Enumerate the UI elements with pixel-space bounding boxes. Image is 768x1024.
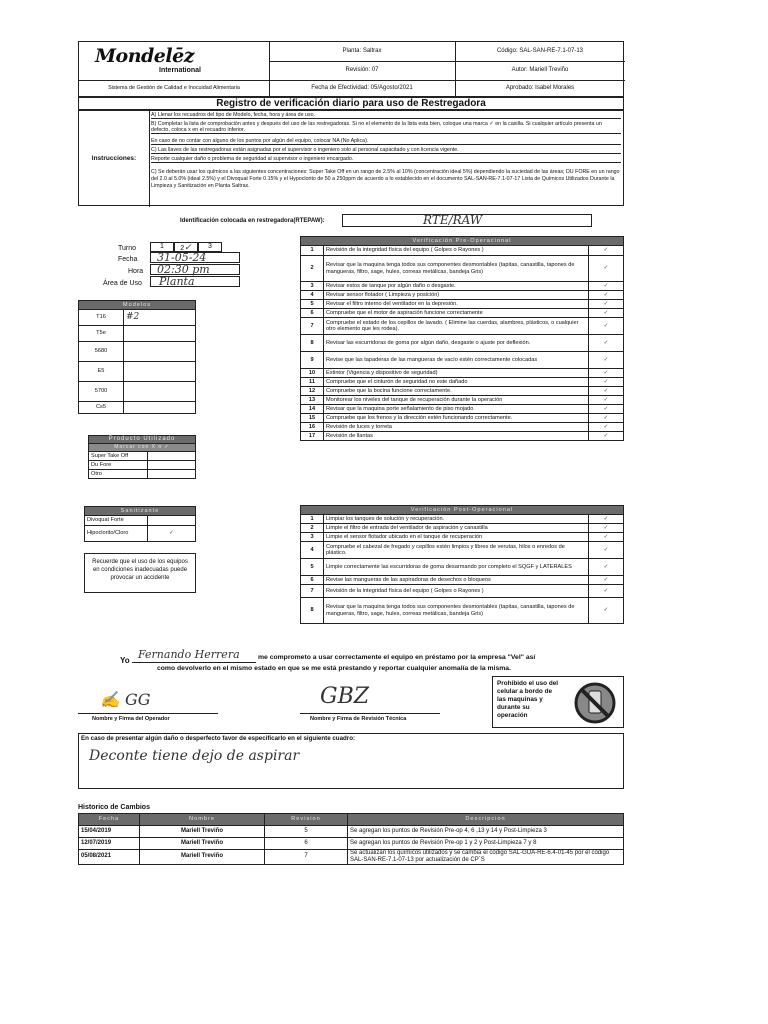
item-check-mark[interactable]: ✓ [589,369,624,378]
item-text: Limpie correctamente las escurridoras de goma desarmando por completo el SQGF y LATERALES [324,559,589,576]
fecha-field[interactable] [150,252,240,263]
item-check-mark[interactable]: ✓ [589,378,624,387]
item-text: Revisión de llantas [324,432,589,441]
item-number: 7 [301,318,324,335]
table-row[interactable] [301,282,624,291]
commitment-text-1: me comprometo a usar correctamente el equipo en préstamo por la empresa "Vel" así [258,654,536,661]
history-col-revision: Revision [265,814,348,826]
table-row[interactable] [89,461,196,470]
instruction-a: A) Llenar los recuadros del tipo de Modelo, fecha, hora y área de uso. [151,112,621,119]
item-check-mark[interactable]: ✓ [589,524,624,533]
item-number: 10 [301,369,324,378]
turno-selected-mark: ✓ [184,243,192,253]
pre-operational-header: Verificación Pre-Operacional [301,237,624,246]
item-number: 3 [301,533,324,542]
sanitizante-table [84,506,196,542]
table-row[interactable] [85,516,196,526]
producto-mark[interactable] [148,452,196,461]
table-row[interactable] [301,585,624,598]
modelos-table [78,300,196,414]
turno-label: Turno [118,245,137,252]
item-number: 7 [301,585,324,598]
table-row[interactable] [301,559,624,576]
table-row[interactable] [79,382,196,402]
identification-value: RTE/RAW [423,213,483,227]
modelos-header: Modelos [79,301,196,310]
instruction-c: C) Las llaves de las restregadoras están asignadas por el supervisor o ingeniero solo al personal capacitado y con licencia vigente. [151,147,621,154]
history-name: Mariell Treviño [140,850,265,865]
item-check-mark[interactable]: ✓ [589,300,624,309]
item-number: 8 [301,335,324,352]
item-text: Compruebe que el cinturón de seguridad no este dañado [324,378,589,387]
turno-option-3[interactable]: 3 [198,242,222,252]
item-check-mark[interactable]: ✓ [589,352,624,369]
instructions-block [78,110,624,206]
table-row[interactable] [79,402,196,414]
damage-label: En caso de presentar algún daño o desperfecto favor de especificarlo en el siguiente cuadro: [81,735,356,742]
item-text: Limpiar los tanques de solución y recuperación. [324,515,589,524]
operator-signature-label: Nombre y Firma del Operador [92,716,170,722]
post-operational-header: Verificación Post-Operacional [301,506,624,515]
item-text: Revisar sensor flotador ( Limpieza y posición) [324,291,589,300]
sanitizante-name: Divoquat Forte [85,516,148,526]
item-number: 14 [301,405,324,414]
sanitizante-mark[interactable] [148,516,196,526]
identification-label: Identificación colocada en restregadora(RTEPAW): [180,218,325,224]
producto-header: Producto Utilizado [89,436,196,444]
instruction-chemicals: C) Se deberán usar los químicos a las siguientes concentraciones: Super Take Off en un rango de 2.5% al 10% (concentración ideal 5%) dependiendo la suciedad de las áreas; DU FORE en un rango del 2.0 al 5.0% (ideal 2.5%) y el Divoquat Forte 0.15% y el Hypoclorito de 50 a 250ppm de acuerdo a lo establecido en el documento SAL-SAN-RE-7.1-07-17 Lista de Químicos Utilizados Durante la Limpieza y Sanitización en Planta Saltrax. [151,169,620,190]
history-description: Se agregan los puntos de Revisión Pre-op 4, 6 ,13 y 14 y Post-Limpieza 3 [348,826,624,838]
history-date: 15/04/2019 [79,826,140,838]
approved-by: Aprobado: Isabel Morales [505,85,575,91]
history-table [78,813,624,865]
revision: Revisión: 07 [269,61,456,81]
table-row[interactable] [301,246,624,256]
commitment-name-field[interactable] [132,648,256,663]
document-code: Código: SAL-SAN-RE-7.1-07-13 [455,42,625,62]
item-number: 9 [301,352,324,369]
item-check-mark[interactable]: ✓ [589,414,624,423]
item-check-mark[interactable]: ✓ [589,533,624,542]
item-text: Limpie el sensor flotador ubicado en el tanque de recuperación [324,533,589,542]
item-check-mark[interactable]: ✓ [589,576,624,585]
hora-label: Hora [128,268,144,275]
instructions-label: Instrucciones: [79,111,150,207]
item-check-mark[interactable]: ✓ [589,423,624,432]
tech-signature-line [300,713,440,714]
prohibited-box [492,676,624,728]
item-text: Revise que las tapaderas de las mangueras de vacío estén correctamente colocadas [324,352,589,369]
modelo-value[interactable] [124,402,196,414]
table-row[interactable] [301,352,624,369]
fecha-value: 31-05-24 [157,251,207,264]
area-field[interactable] [150,276,240,287]
author: Autor: Mariell Treviño [455,61,625,81]
history-revision: 7 [265,850,348,865]
tech-signature: GBZ [320,684,370,709]
item-text: Revisar que la maquina tenga todos sus componentes desmontables (tapitas, canastilla, tapones de mangueras, filtro, sage, hules, correas metálicas, bandeja Gris) [324,256,589,282]
prohibited-text: Prohibido el uso del celular a bordo de las maquinas y durante su operación [497,680,559,719]
instruction-report: Reporte cualquier daño o problema de seguridad al supervisor o ingeniero encargado. [151,156,621,163]
item-text: Compruebe que los frenos y la dirección estén funcionando correctamente. [324,414,589,423]
table-row[interactable] [85,526,196,542]
table-row[interactable] [301,414,624,423]
item-number: 2 [301,524,324,533]
item-text: Compruebe que la bocina funcione correctamente. [324,387,589,396]
item-number: 6 [301,576,324,585]
table-row[interactable] [301,423,624,432]
history-name: Mariell Treviño [140,838,265,850]
item-number: 4 [301,542,324,559]
table-row[interactable] [301,598,624,624]
item-check-mark[interactable]: ✓ [589,515,624,524]
item-number: 5 [301,559,324,576]
item-check-mark[interactable]: ✓ [589,432,624,441]
item-text: Compruebe que el motor de aspiración funcione correctamente [324,309,589,318]
history-date: 05/08/2021 [79,850,140,865]
table-row[interactable] [301,300,624,309]
table-row [79,850,624,865]
item-check-mark[interactable]: ✓ [589,282,624,291]
hora-value: 02:30 pm [157,263,210,276]
history-revision: 6 [265,838,348,850]
item-number: 16 [301,423,324,432]
producto-mark[interactable] [148,461,196,470]
hora-field[interactable] [150,264,240,275]
modelo-name: 5700 [79,382,124,402]
item-text: Monitorear los niveles del tanque de recuperación durante la operación [324,396,589,405]
item-text: Extintor (Vigencia y dispositivo de seguridad) [324,369,589,378]
modelo-name: T5e [79,326,124,342]
table-row[interactable] [301,318,624,335]
table-row[interactable] [301,369,624,378]
table-row[interactable] [301,542,624,559]
item-number: 6 [301,309,324,318]
modelo-name: E5 [79,362,124,382]
history-col-fecha: Fecha [79,814,140,826]
history-col-nombre: Nombre [140,814,265,826]
item-text: Revisar el filtro interno del ventilador en la depresión. [324,300,589,309]
history-description: Se agregan los puntos de Revisión Pre-op 1 y 2 y Post-Limpieza 7 y 8 [348,838,624,850]
item-number: 15 [301,414,324,423]
item-check-mark[interactable]: ✓ [589,291,624,300]
table-row[interactable] [301,335,624,352]
damage-box[interactable] [78,733,624,789]
plant: Planta: Saltrax [269,42,456,62]
logo-cell [79,42,270,81]
history-revision: 5 [265,826,348,838]
history-name: Mariell Treviño [140,826,265,838]
item-check-mark[interactable]: ✓ [589,318,624,335]
item-check-mark[interactable]: ✓ [589,309,624,318]
tech-signature-label: Nombre y Firma de Revisión Técnica [310,716,407,722]
item-number: 1 [301,515,324,524]
table-row[interactable] [301,256,624,282]
item-check-mark[interactable]: ✓ [589,405,624,414]
warning-note: Recuerde que el uso de los equipos en condiciones inadecuadas puede provocar un accidente [84,553,196,593]
table-row[interactable] [79,310,196,326]
item-text: Revise las mangueras de las aspiradoras de desechos o bloqueos [324,576,589,585]
header-block [78,41,624,97]
modelo-name: 5680 [79,342,124,362]
damage-value: Deconte tiene dejo de aspirar [89,748,300,764]
table-row[interactable] [79,362,196,382]
sanitizante-name: Hipoclorito/Cloro [85,526,148,542]
item-text: Revisión de la integridad física del equipo ( Golpes o Rayones ) [324,585,589,598]
item-text: Revisar estos de tanque por algún daño o desgaste. [324,282,589,291]
commitment-prefix: Yo [120,656,130,665]
history-title: Historico de Cambios [78,804,150,811]
producto-mark[interactable] [148,470,196,479]
item-check-mark[interactable]: ✓ [589,559,624,576]
table-row[interactable] [89,452,196,461]
area-label: Área de Uso [103,280,142,287]
producto-name: Du Fore [89,461,148,470]
table-row[interactable] [301,405,624,414]
table-row[interactable] [301,387,624,396]
sanitizante-mark[interactable]: ✓ [148,526,196,542]
producto-table [88,435,196,479]
company-logo: Mondelēz [95,45,194,67]
table-row[interactable] [301,533,624,542]
item-number: 2 [301,256,324,282]
modelo-name: T16 [79,310,124,326]
history-description: Se actualizan los químicos utilizados y se cambia el código SAL-GUA-RE-6.4-01-45 por el código SAL-SAN-RE-7.1-07-13 por actualización de CP´S [348,850,624,865]
pre-operational-table [300,236,624,441]
turno-option-1[interactable]: 1 [150,242,174,252]
table-row [79,838,624,850]
table-row[interactable] [301,396,624,405]
producto-name: Otro [89,470,148,479]
producto-name: Super Take Off [89,452,148,461]
fecha-label: Fecha [118,256,138,263]
item-number: 11 [301,378,324,387]
operator-signature-line [78,713,218,714]
producto-subheader: Marcar con X o ✓ [89,444,196,452]
item-check-mark[interactable]: ✓ [589,246,624,256]
table-row[interactable] [89,470,196,479]
history-header-row [79,814,624,826]
table-row[interactable] [301,378,624,387]
instruction-b: B) Completar la lista de comprobación antes y después del uso de las restregadoras. Si no el elemento de la lista esta bien, coloque una marca ✓ en la casilla. Si cualquier artículo presenta un defecto, coloca x en el recuadro inferior. [151,121,621,134]
item-check-mark[interactable]: ✓ [589,598,624,624]
item-number: 12 [301,387,324,396]
post-operational-table [300,505,624,624]
table-row[interactable] [79,342,196,362]
item-number: 17 [301,432,324,441]
item-number: 5 [301,300,324,309]
item-check-mark[interactable]: ✓ [589,335,624,352]
modelo-value[interactable] [124,342,196,362]
table-row[interactable] [79,326,196,342]
sanitizante-header: Sanitizante [85,507,196,516]
table-row [79,826,624,838]
no-phone-icon [573,681,617,725]
item-check-mark[interactable]: ✓ [589,585,624,598]
system-name: Sistema de Gestión de Calidad e Inocuidad Alimentaria [79,80,270,97]
item-text: Revisión de la integridad física del equipo ( Golpes o Rayones ) [324,246,589,256]
item-text: Revisar que la maquina porte señalamiento de piso mojado [324,405,589,414]
page-title: Registro de verificación diario para uso de Restregadora [78,97,624,110]
table-row[interactable] [301,576,624,585]
modelo-value[interactable]: #2 [124,310,196,326]
modelo-value[interactable] [124,326,196,342]
operator-signature: ✍ GG [100,690,151,709]
table-row[interactable] [301,432,624,441]
item-number: 8 [301,598,324,624]
item-text: Revisar que la maquina tenga todos sus componentes desmontables (tapitas, canastilla, tapones de mangueras, filtro, sage, hules, correas metálicas, bandeja Gris) [324,598,589,624]
table-row[interactable] [301,515,624,524]
item-check-mark[interactable]: ✓ [589,256,624,282]
item-number: 1 [301,246,324,256]
item-check-mark[interactable]: ✓ [589,387,624,396]
item-text: Compruebe el cabezal de fregado y cepillos estén limpios y libres de verutas, hilos o enredos de plástico. [324,542,589,559]
commitment-name: Fernando Herrera [138,648,240,661]
item-text: Revisión de luces y torreta [324,423,589,432]
item-number: 13 [301,396,324,405]
item-check-mark[interactable]: ✓ [589,542,624,559]
table-row[interactable] [301,309,624,318]
item-check-mark[interactable]: ✓ [589,396,624,405]
modelo-value[interactable] [124,362,196,382]
company-logo-sub: International [159,67,202,74]
turno-option-2-label: 2 [180,245,185,252]
modelo-name: Cs5 [79,402,124,414]
instruction-na: En caso de no contar con alguno de los puntos por algún del equipo, colocar NA (No Aplica). [151,138,621,145]
item-text: Compruebe el estado de los cepillos de lavado. ( Elimine las cuerdas, alambres, plásticos, o cualquier otro elemento que les rodea). [324,318,589,335]
item-text: Revisar las escurridoras de goma por algún daño, desgaste o ajuste por deflexión. [324,335,589,352]
table-row[interactable] [301,524,624,533]
area-value: Planta [159,275,195,288]
item-number: 4 [301,291,324,300]
history-col-descripcion: Descripcion [348,814,624,826]
modelo-value[interactable] [124,382,196,402]
table-row[interactable] [301,291,624,300]
item-text: Limpie el filtro de entrada del ventilador de aspiración y canastilla [324,524,589,533]
identification-field[interactable] [342,214,592,227]
commitment-text-2: como devolverlo en el mismo estado en que se me está prestando y reportar cualquier anomalía de la misma. [157,665,511,672]
item-number: 3 [301,282,324,291]
effective-date: Fecha de Efectividad: 05/Agosto/2021 [269,80,456,97]
history-date: 12/07/2019 [79,838,140,850]
